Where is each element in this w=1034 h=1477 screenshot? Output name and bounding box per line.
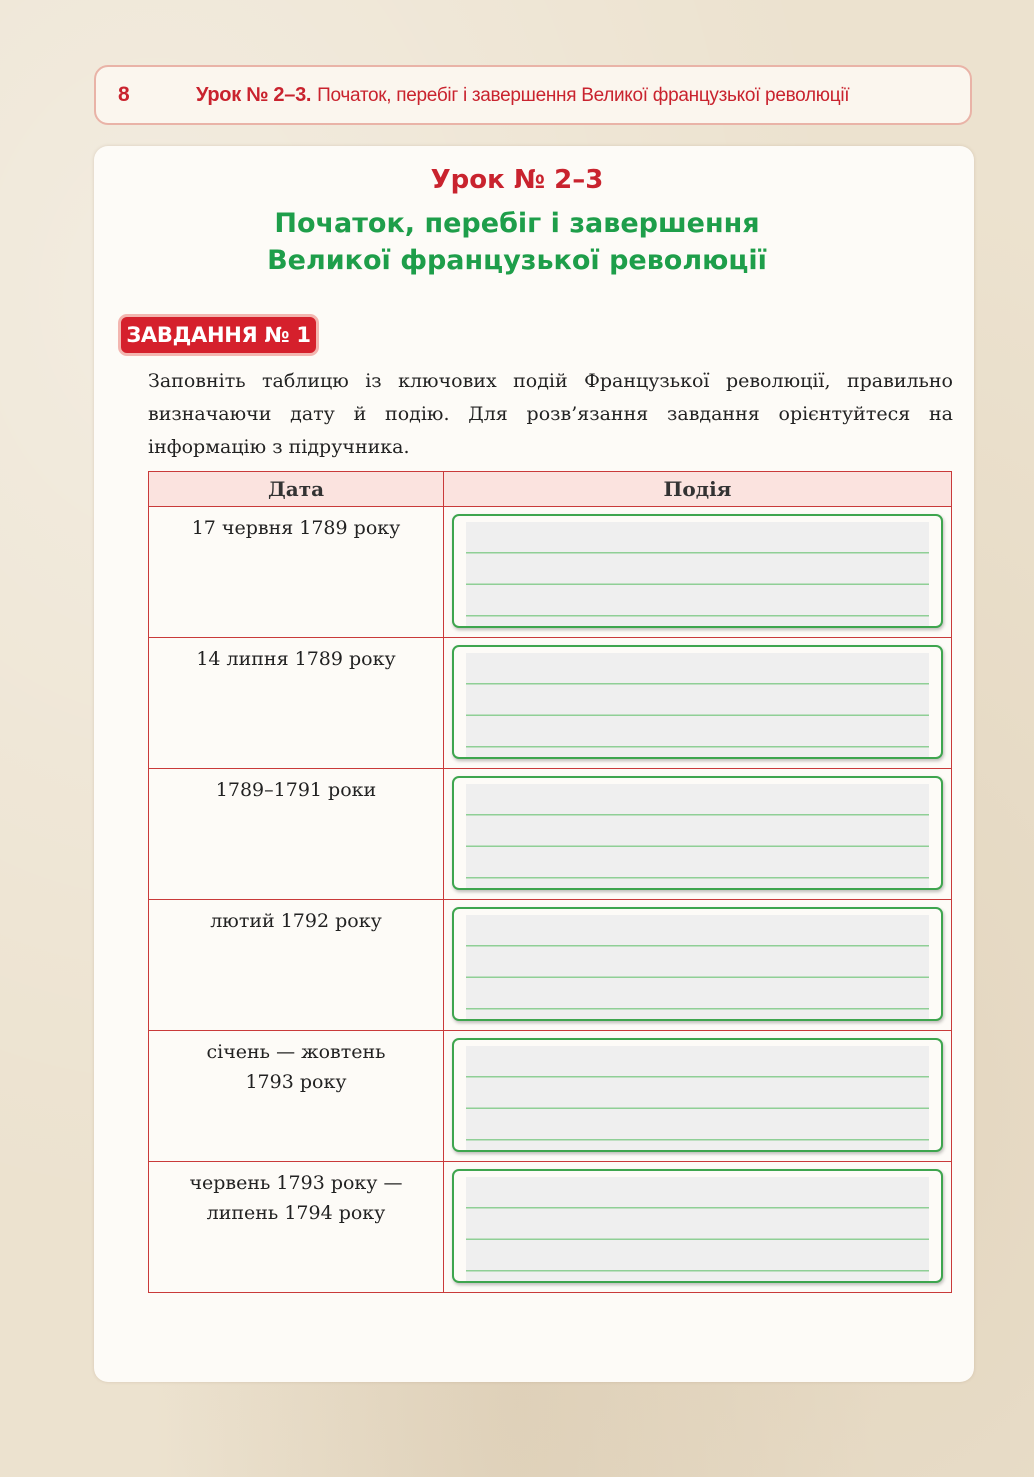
table-row xyxy=(149,769,952,900)
running-header xyxy=(94,65,972,125)
event-cell xyxy=(444,769,952,900)
event-cell xyxy=(444,507,952,638)
table-row xyxy=(149,1031,952,1162)
event-answer-field[interactable] xyxy=(452,1038,943,1152)
event-answer-field[interactable] xyxy=(452,776,943,890)
event-cell xyxy=(444,638,952,769)
date-line-1: 14 липня 1789 року xyxy=(196,648,396,670)
event-cell xyxy=(444,1162,952,1293)
column-header-event: Подія xyxy=(444,472,952,507)
date-line-1: лютий 1792 року xyxy=(210,910,382,932)
table-header-row xyxy=(149,472,952,507)
date-line-1: 17 червня 1789 року xyxy=(191,517,401,539)
date-cell xyxy=(149,769,444,900)
date-line-1: 1789–1791 роки xyxy=(215,779,377,801)
table-row xyxy=(149,1162,952,1293)
task-badge: ЗАВДАННЯ № 1 xyxy=(118,314,319,356)
event-answer-field[interactable] xyxy=(452,645,943,759)
lesson-title xyxy=(0,205,1034,279)
lesson-title-line-2: Великої французької революції xyxy=(267,245,767,276)
date-line-1: січень — жовтень xyxy=(206,1041,386,1063)
date-line-2: липень 1794 року xyxy=(206,1202,386,1224)
lesson-title-line-1: Початок, перебіг і завершення xyxy=(274,208,760,239)
event-cell xyxy=(444,1031,952,1162)
event-cell xyxy=(444,900,952,1031)
date-cell xyxy=(149,900,444,1031)
running-header-lesson-label: Урок № 2–3. xyxy=(196,84,312,106)
date-line-2: 1793 року xyxy=(245,1071,347,1093)
date-cell xyxy=(149,1162,444,1293)
date-cell xyxy=(149,638,444,769)
table-row xyxy=(149,900,952,1031)
table-row xyxy=(149,638,952,769)
table-row xyxy=(149,507,952,638)
running-header-lesson-title: Початок, перебіг і завершення Великої французької революції xyxy=(317,85,850,106)
running-header-title xyxy=(196,84,849,107)
date-cell xyxy=(149,1031,444,1162)
task-instructions: Заповніть таблицю із ключових подій Французької революції, правильно визначаючи дату й подію. Для розв’язання завдання орієнтуйтеся на інформацію з підручника. xyxy=(148,370,953,458)
column-header-date: Дата xyxy=(149,472,444,507)
page-number: 8 xyxy=(118,83,130,106)
event-answer-field[interactable] xyxy=(452,514,943,628)
lesson-number-heading: Урок № 2–3 xyxy=(430,165,604,195)
date-cell xyxy=(149,507,444,638)
event-answer-field[interactable] xyxy=(452,1169,943,1283)
events-table xyxy=(148,471,952,1293)
event-answer-field[interactable] xyxy=(452,907,943,1021)
date-line-1: червень 1793 року — xyxy=(189,1172,403,1194)
